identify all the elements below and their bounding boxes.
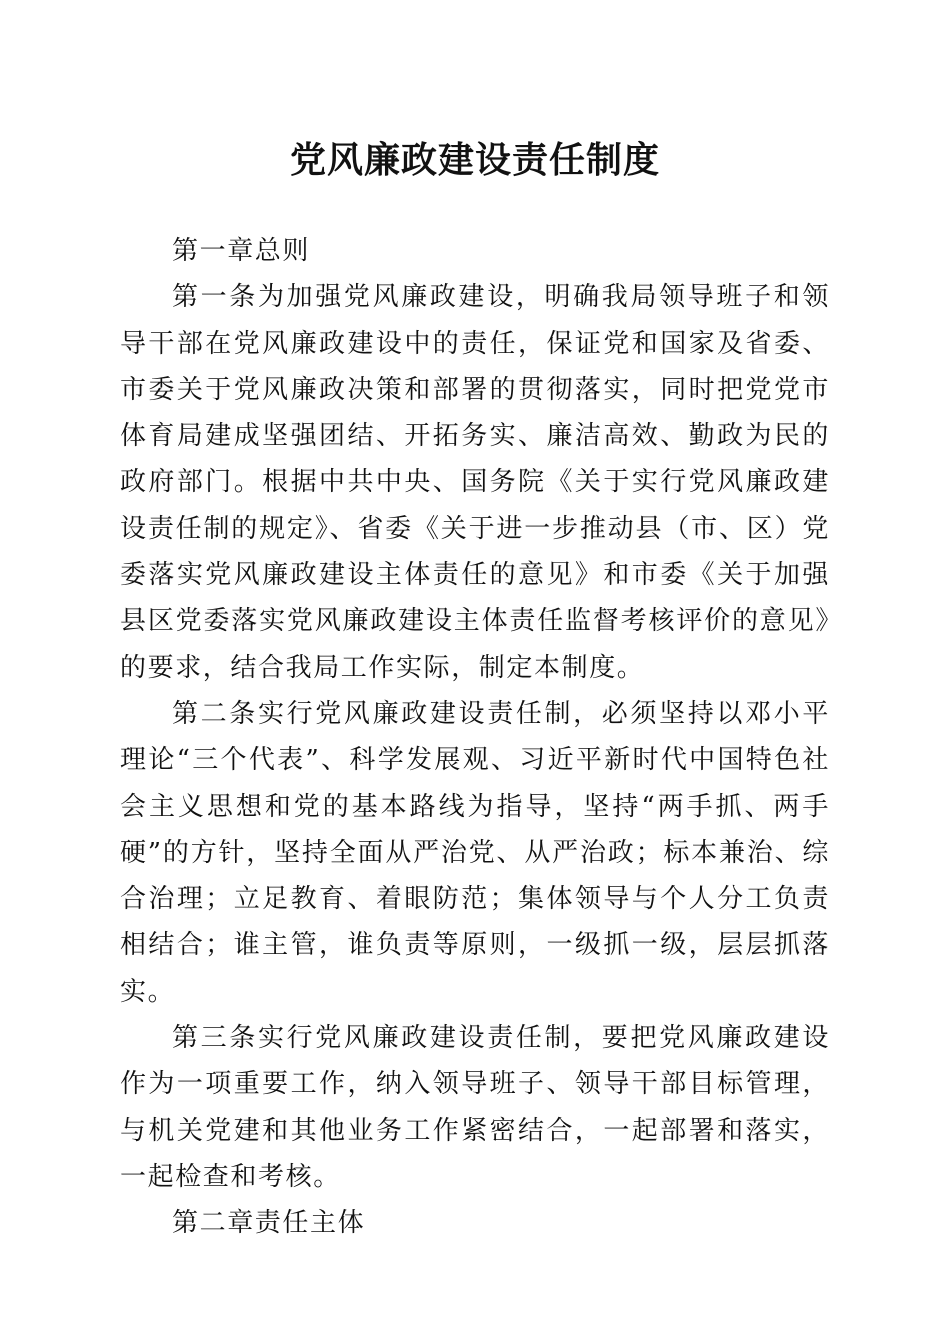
article-1-paragraph: 第一条为加强党风廉政建设，明确我局领导班子和领导干部在党风廉政建设中的责任，保证党和国家及省委、市委关于党风廉政决策和部署的贯彻落实，同时把党党市体育局建成坚强团结、开拓务实、廉洁高效、勤政为民的政府部门。根据中共中央、国务院《关于实行党风廉政建设责任制的规定》、省委《关于进一步推动县（市、区）党委落实党风廉政建设主体责任的意见》和市委《关于加强县区党委落实党风廉政建设主体责任监督考核评价的意见》的要求，结合我局工作实际，制定本制度。 [120, 282, 830, 683]
document-body [120, 228, 830, 1247]
article-2-paragraph: 第二条实行党风廉政建设责任制，必须坚持以邓小平理论“三个代表”、科学发展观、习近平新时代中国特色社会主义思想和党的基本路线为指导，坚持“两手抓、两手硬”的方针，坚持全面从严治党、从严治政；标本兼治、综合治理；立足教育、着眼防范；集体领导与个人分工负责相结合；谁主管，谁负责等原则，一级抓一级，层层抓落实。 [120, 698, 830, 1007]
chapter-2-heading: 第二章责任主体 [172, 1208, 366, 1239]
chapter-1-heading: 第一章总则 [172, 236, 311, 266]
article-3-paragraph: 第三条实行党风廉政建设责任制，要把党风廉政建设作为一项重要工作，纳入领导班子、领导干部目标管理，与机关党建和其他业务工作紧密结合，一起部署和落实，一起检查和考核。 [120, 1023, 830, 1192]
document-title: 党风廉政建设责任制度 [289, 139, 660, 181]
